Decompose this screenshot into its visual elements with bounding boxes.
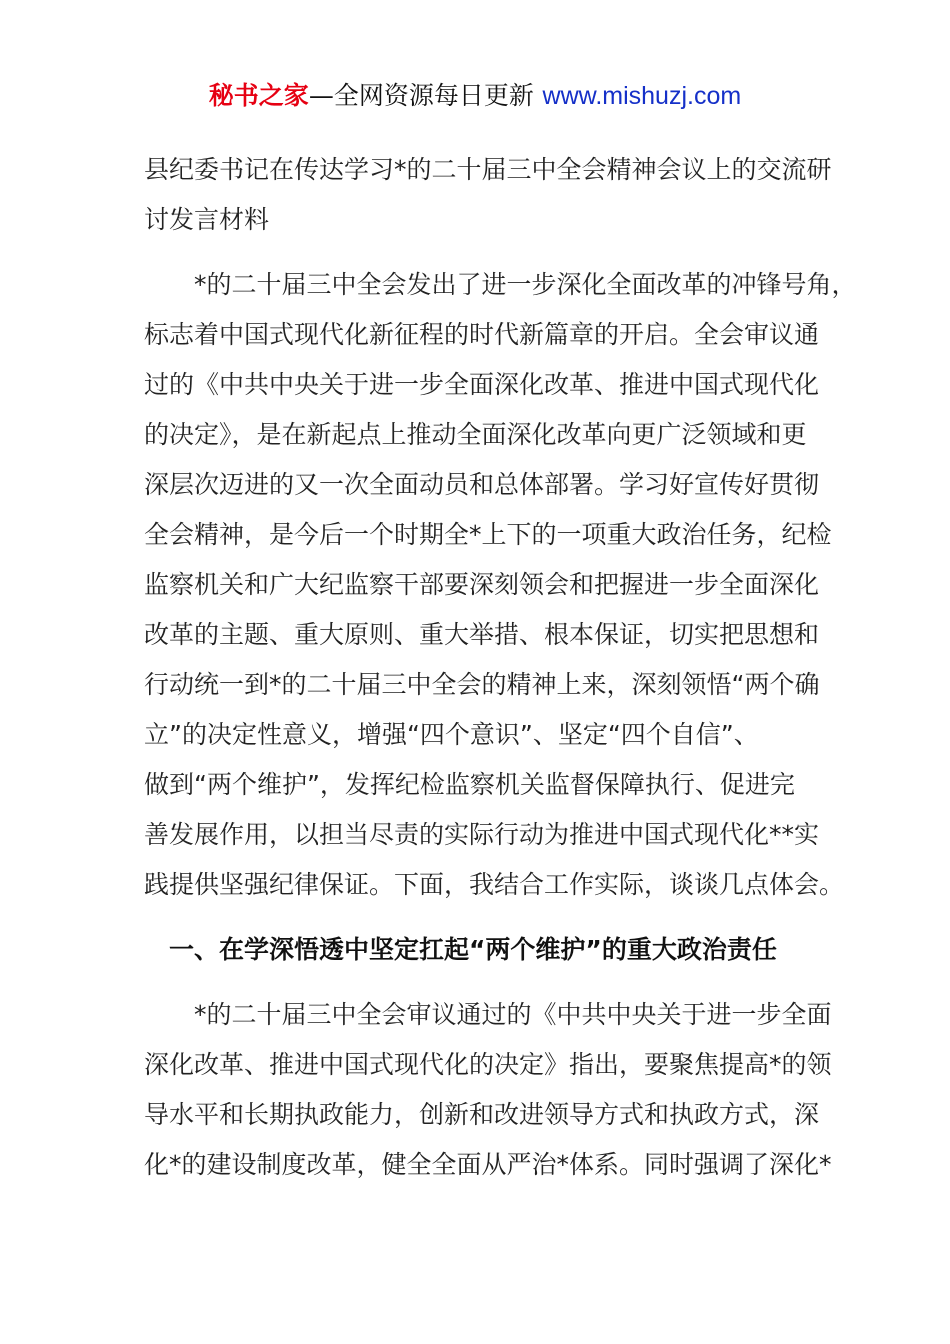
paragraph-2 <box>144 995 832 1195</box>
paragraph-line: 化*的建设制度改革，健全全面从严治*体系。同时强调了深化* <box>144 1150 832 1179</box>
paragraph-line: 全会精神，是今后一个时期全*上下的一项重大政治任务，纪检 <box>144 520 832 549</box>
section-heading-1: 一、在学深悟透中坚定扛起“两个维护”的重大政治责任 <box>144 935 777 964</box>
paragraph-line: 改革的主题、重大原则、重大举措、根本保证，切实把思想和 <box>144 620 820 649</box>
paragraph-line: 行动统一到*的二十届三中全会的精神上来，深刻领悟“两个确 <box>144 670 820 699</box>
site-header <box>0 78 950 114</box>
paragraph-line: 践提供坚强纪律保证。下面，我结合工作实际，谈谈几点体会。 <box>144 870 845 899</box>
paragraph-line: 立”的决定性意义，增强“四个意识”、坚定“四个自信”、 <box>144 720 759 749</box>
title-line: 县纪委书记在传达学习*的二十届三中全会精神会议上的交流研 <box>144 155 832 184</box>
site-brand: 秘书之家 <box>208 81 309 110</box>
paragraph-line: *的二十届三中全会审议通过的《中共中央关于进一步全面 <box>144 1000 832 1029</box>
paragraph-line: *的二十届三中全会发出了进一步深化全面改革的冲锋号角， <box>144 270 857 299</box>
site-tagline: —全网资源每日更新 <box>308 81 534 110</box>
paragraph-line: 过的《中共中央关于进一步全面深化改革、推进中国式现代化 <box>144 370 820 399</box>
paragraph-line: 深层次迈进的又一次全面动员和总体部署。学习好宣传好贯彻 <box>144 470 820 499</box>
paragraph-line: 监察机关和广大纪监察干部要深刻领会和把握进一步全面深化 <box>144 570 820 599</box>
document-title <box>144 150 832 250</box>
paragraph-line: 善发展作用，以担当尽责的实际行动为推进中国式现代化**实 <box>144 820 820 849</box>
paragraph-line: 深化改革、推进中国式现代化的决定》指出，要聚焦提高*的领 <box>144 1050 832 1079</box>
paragraph-line: 做到“两个维护”，发挥纪检监察机关监督保障执行、促进完 <box>144 770 795 799</box>
paragraph-line: 导水平和长期执政能力，创新和改进领导方式和执政方式，深 <box>144 1100 820 1129</box>
document-body <box>144 150 857 1195</box>
paragraph-1 <box>144 265 857 915</box>
paragraph-line: 标志着中国式现代化新征程的时代新篇章的开启。全会审议通 <box>144 320 820 349</box>
site-url-link[interactable]: www.mishuzj.com <box>542 82 742 110</box>
title-line: 讨发言材料 <box>144 205 270 234</box>
paragraph-line: 的决定》，是在新起点上推动全面深化改革向更广泛领域和更 <box>144 420 807 449</box>
